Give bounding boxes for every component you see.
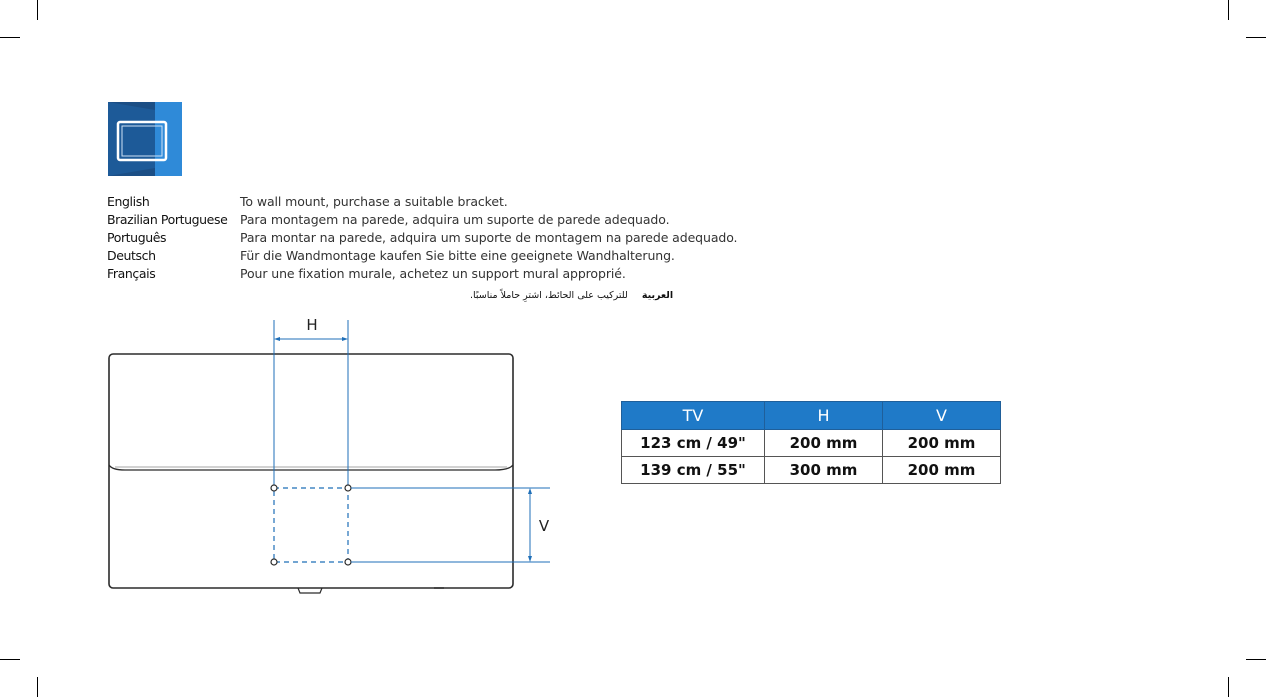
crop-mark <box>1246 659 1266 660</box>
language-name: العربية <box>641 290 674 301</box>
table-header-row <box>622 402 1001 430</box>
column-header: V <box>883 402 1001 430</box>
mount-hole <box>345 559 351 565</box>
language-name: Português <box>107 230 167 245</box>
mount-hole <box>271 559 277 565</box>
language-name: Brazilian Portuguese <box>107 212 228 227</box>
crop-mark <box>1228 677 1229 697</box>
tv-outline <box>109 354 513 588</box>
crop-mark <box>37 677 38 697</box>
crop-mark <box>1246 37 1266 38</box>
table-cell: 200 mm <box>765 430 883 457</box>
crop-mark <box>0 659 20 660</box>
table-cell: 200 mm <box>883 430 1001 457</box>
table-cell: 123 cm / 49" <box>622 430 765 457</box>
instruction-text: Para montagem na parede, adquira um suporte de parede adequado. <box>240 212 670 227</box>
table-row <box>622 430 1001 457</box>
crop-mark <box>1228 0 1229 20</box>
column-header: H <box>765 402 883 430</box>
mount-hole <box>345 485 351 491</box>
crop-mark <box>0 37 20 38</box>
language-name: English <box>107 194 150 209</box>
language-name: Deutsch <box>107 248 156 263</box>
instruction-text: Para montar na parede, adquira um suporte de montagem na parede adequado. <box>240 230 738 245</box>
wall-mount-icon <box>108 102 182 176</box>
language-name: Français <box>107 266 156 281</box>
table-cell: 300 mm <box>765 457 883 484</box>
mount-spec-table <box>621 401 1001 484</box>
crop-mark <box>37 0 38 20</box>
mount-hole <box>271 485 277 491</box>
v-dimension-label: V <box>538 517 550 535</box>
instruction-text: Für die Wandmontage kaufen Sie bitte eine geeignete Wandhalterung. <box>240 248 675 263</box>
instruction-text: Pour une fixation murale, achetez un support mural approprié. <box>240 266 626 281</box>
h-dimension-label: H <box>306 316 318 334</box>
tv-mount-diagram <box>100 310 560 600</box>
instruction-text: To wall mount, purchase a suitable bracket. <box>240 194 508 209</box>
table-row <box>622 457 1001 484</box>
column-header: TV <box>622 402 765 430</box>
table-cell: 139 cm / 55" <box>622 457 765 484</box>
instruction-text: للتركيب على الحائط، اشترِ حاملاً مناسبًا. <box>470 290 628 301</box>
table-cell: 200 mm <box>883 457 1001 484</box>
arabic-instruction-row <box>470 290 673 301</box>
